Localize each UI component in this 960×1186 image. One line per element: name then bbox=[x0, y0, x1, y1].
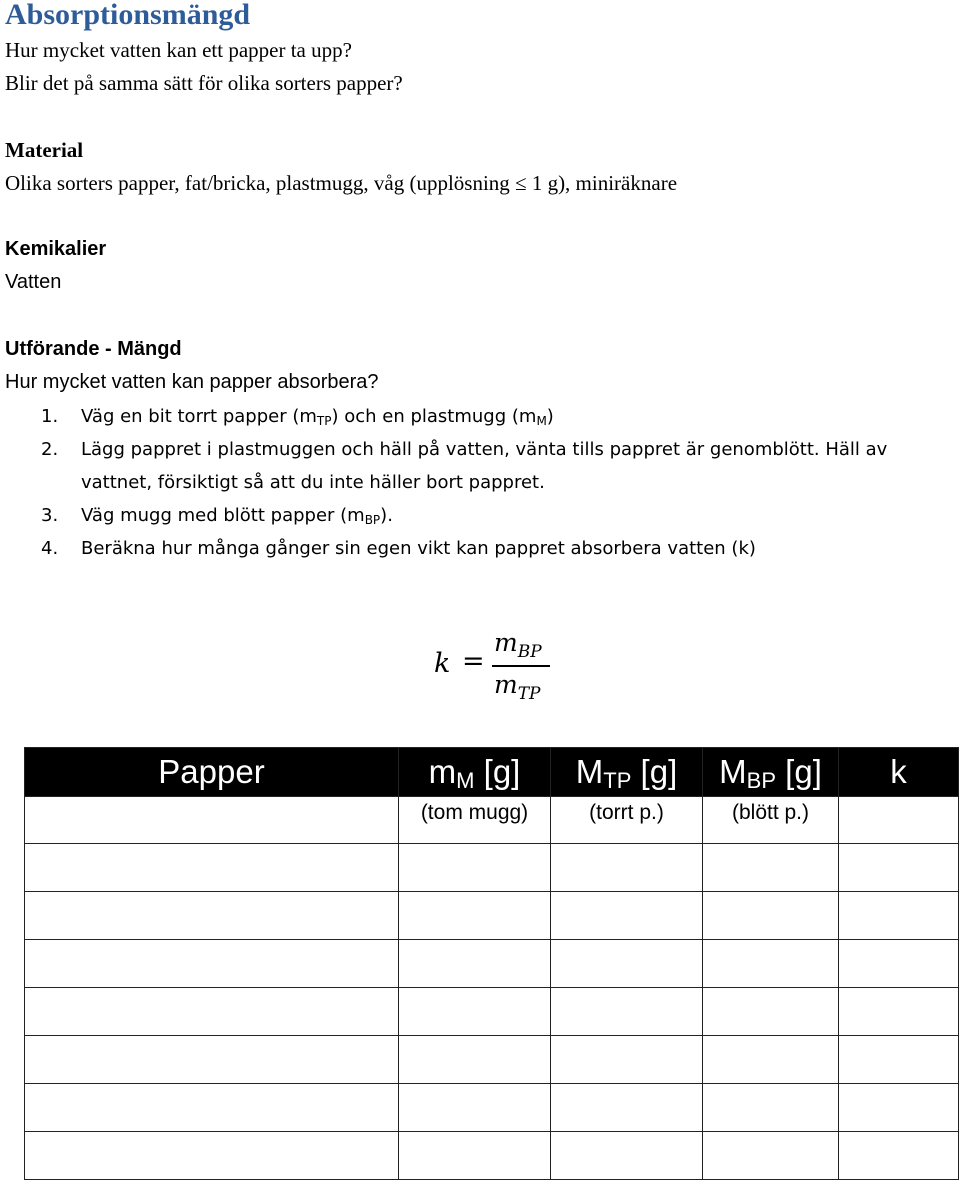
table-cell[interactable] bbox=[551, 988, 703, 1036]
step-3 bbox=[0, 499, 950, 532]
subscript: BP bbox=[364, 513, 381, 527]
table-row bbox=[25, 1132, 959, 1180]
table-cell[interactable] bbox=[839, 844, 959, 892]
step-text: Väg en bit torrt papper (m bbox=[81, 406, 317, 427]
table-cell[interactable] bbox=[25, 940, 399, 988]
note-blott-papper: (blött p.) bbox=[703, 797, 839, 844]
table-cell[interactable] bbox=[703, 1036, 839, 1084]
formula-equals: = bbox=[462, 646, 485, 677]
table-row bbox=[25, 1084, 959, 1132]
table-cell[interactable] bbox=[399, 844, 551, 892]
table-cell[interactable] bbox=[703, 988, 839, 1036]
header-mtp: $M_{TP}$ [g] bbox=[551, 748, 703, 797]
table-cell[interactable] bbox=[25, 1132, 399, 1180]
formula-lhs: k bbox=[434, 648, 451, 679]
table-cell[interactable] bbox=[703, 892, 839, 940]
table-cell[interactable] bbox=[839, 1084, 959, 1132]
table-cell[interactable] bbox=[551, 1084, 703, 1132]
table-cell[interactable] bbox=[399, 1036, 551, 1084]
table-cell[interactable] bbox=[399, 1132, 551, 1180]
step-text: vattnet, försiktigt så att du inte häller bort pappret. bbox=[81, 472, 545, 493]
step-text: ) bbox=[546, 406, 554, 427]
table-row bbox=[25, 844, 959, 892]
table-cell[interactable] bbox=[839, 940, 959, 988]
table-cell[interactable] bbox=[839, 1036, 959, 1084]
step-4 bbox=[0, 532, 950, 565]
table-row bbox=[25, 988, 959, 1036]
table-cell[interactable] bbox=[25, 1036, 399, 1084]
table-cell[interactable] bbox=[551, 844, 703, 892]
formula-denominator: $m_{TP}$ bbox=[494, 670, 541, 704]
table-cell[interactable] bbox=[703, 940, 839, 988]
material-text: Olika sorters papper, fat/bricka, plastmugg, våg (upplösning ≤ 1 g), miniräknare bbox=[5, 171, 678, 195]
step-2 bbox=[0, 433, 950, 499]
table-header-row bbox=[25, 748, 959, 797]
chemicals-heading: Kemikalier bbox=[5, 238, 107, 260]
table-cell[interactable] bbox=[399, 1084, 551, 1132]
page-title: Absorptionsmängd bbox=[5, 0, 251, 31]
procedure-heading: Utförande - Mängd bbox=[5, 338, 182, 360]
step-number: 3. bbox=[41, 505, 59, 526]
table-cell[interactable] bbox=[25, 892, 399, 940]
table-cell[interactable] bbox=[399, 892, 551, 940]
subscript: TP bbox=[316, 414, 332, 428]
table-cell[interactable] bbox=[25, 797, 399, 844]
table-cell[interactable] bbox=[25, 988, 399, 1036]
chemicals-text: Vatten bbox=[5, 271, 62, 293]
table-cell[interactable] bbox=[551, 940, 703, 988]
table-row bbox=[25, 892, 959, 940]
header-papper: Papper bbox=[25, 748, 399, 797]
table-cell[interactable] bbox=[839, 892, 959, 940]
header-mbp: $M_{BP}$ [g] bbox=[703, 748, 839, 797]
header-mm: $m_M$ [g] bbox=[399, 748, 551, 797]
note-torrt-papper: (torrt p.) bbox=[551, 797, 703, 844]
step-text: ). bbox=[380, 505, 393, 526]
table-row bbox=[25, 1036, 959, 1084]
table-cell[interactable] bbox=[839, 797, 959, 844]
table-cell[interactable] bbox=[399, 988, 551, 1036]
intro-question-1: Hur mycket vatten kan ett papper ta upp? bbox=[5, 38, 352, 62]
subscript: M bbox=[536, 414, 547, 428]
table-cell[interactable] bbox=[839, 1132, 959, 1180]
note-tom-mugg: (tom mugg) bbox=[399, 797, 551, 844]
step-number: 2. bbox=[41, 439, 59, 460]
step-number: 1. bbox=[41, 406, 59, 427]
step-text: Lägg pappret i plastmuggen och häll på vatten, vänta tills pappret är genomblött. Häll av bbox=[81, 439, 888, 460]
procedure-steps bbox=[0, 400, 950, 565]
absorption-formula bbox=[432, 628, 562, 708]
table-cell[interactable] bbox=[25, 1084, 399, 1132]
step-1 bbox=[0, 400, 950, 433]
results-table bbox=[24, 747, 959, 1180]
table-cell[interactable] bbox=[703, 844, 839, 892]
table-cell[interactable] bbox=[25, 844, 399, 892]
table-cell[interactable] bbox=[551, 1036, 703, 1084]
table-note-row bbox=[25, 797, 959, 844]
table-cell[interactable] bbox=[551, 1132, 703, 1180]
step-number: 4. bbox=[41, 538, 59, 559]
table-cell[interactable] bbox=[839, 988, 959, 1036]
step-text: Beräkna hur många gånger sin egen vikt kan pappret absorbera vatten (k) bbox=[81, 538, 756, 559]
fraction-bar bbox=[492, 665, 550, 667]
table-cell[interactable] bbox=[703, 1132, 839, 1180]
table-row bbox=[25, 940, 959, 988]
table-cell[interactable] bbox=[399, 940, 551, 988]
intro-question-2: Blir det på samma sätt för olika sorters papper? bbox=[5, 71, 403, 95]
material-heading: Material bbox=[5, 138, 84, 162]
table-cell[interactable] bbox=[551, 892, 703, 940]
step-text: ) och en plastmugg (m bbox=[331, 406, 537, 427]
step-text: Väg mugg med blött papper (m bbox=[81, 505, 365, 526]
procedure-question: Hur mycket vatten kan papper absorbera? bbox=[5, 371, 379, 393]
formula-numerator: $m_{BP}$ bbox=[494, 628, 542, 662]
table-cell[interactable] bbox=[703, 1084, 839, 1132]
header-k: k bbox=[839, 748, 959, 797]
